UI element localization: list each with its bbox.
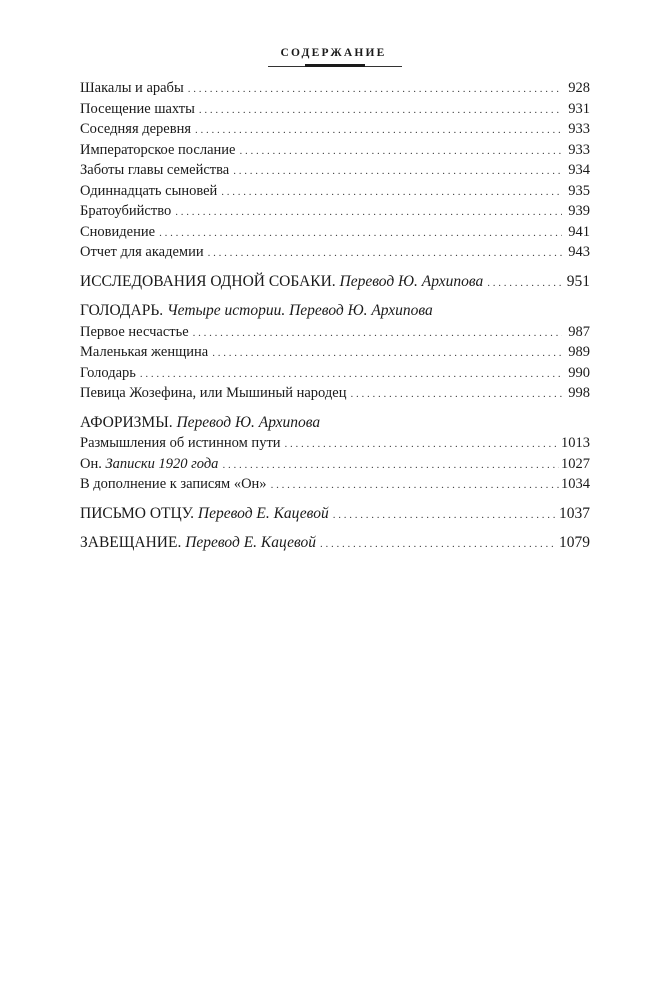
toc-entry[interactable]: [80, 474, 590, 495]
toc-entry[interactable]: [80, 242, 590, 263]
leader-dots: [195, 120, 562, 141]
leader-dots: [159, 223, 562, 244]
section-name: АФОРИЗМЫ.: [80, 413, 173, 431]
entry-page: 933: [568, 121, 590, 137]
toc-entry[interactable]: [80, 363, 590, 384]
entry-page: 998: [568, 385, 590, 401]
leader-dots: [193, 323, 563, 344]
toc-entry[interactable]: [80, 160, 590, 181]
leader-dots: [175, 202, 562, 223]
entry-title-italic: Записки 1920 года: [105, 455, 219, 472]
entry-title: Одиннадцать сыновей: [80, 182, 218, 199]
section-gap: [80, 404, 590, 413]
toc-entry[interactable]: [80, 119, 590, 140]
section-name: ПИСЬМО ОТЦУ.: [80, 504, 195, 522]
toc-entry[interactable]: [80, 322, 590, 343]
entry-page: 941: [568, 223, 590, 240]
entry-title: Первое несчастье: [80, 323, 189, 340]
toc-entry[interactable]: [80, 433, 590, 454]
leader-dots: [222, 455, 559, 476]
toc-entry[interactable]: [80, 140, 590, 161]
entry-title: Голодарь: [80, 364, 136, 381]
entry-title: Посещение шахты: [80, 100, 195, 117]
section-title: [80, 504, 329, 525]
section-gap: [80, 495, 590, 504]
leader-dots: [221, 182, 562, 203]
entry-page: 1034: [561, 476, 590, 492]
leader-dots: [233, 161, 562, 182]
entry-title: Маленькая женщина: [80, 344, 209, 360]
toc-entry[interactable]: [80, 99, 590, 120]
toc-entry[interactable]: [80, 342, 590, 363]
toc-entry[interactable]: [80, 201, 590, 222]
entry-title: Певица Жозефина, или Мышиный народец: [80, 385, 347, 401]
leader-dots: [239, 141, 562, 162]
section-translator: Перевод Е. Кацевой: [185, 534, 316, 551]
page-header: [0, 43, 667, 61]
entry-page: 943: [568, 244, 590, 260]
leader-dots: [199, 100, 562, 121]
leader-dots: [487, 273, 561, 294]
section-subtitle: Четыре истории. Перевод Ю. Архипова: [166, 302, 433, 319]
entry-title: В дополнение к записям «Он»: [80, 476, 267, 492]
entry-title: Императорское послание: [80, 141, 236, 158]
toc-section-zaveshanie[interactable]: [80, 533, 590, 554]
leader-dots: [208, 243, 563, 264]
entry-title: Шакалы и арабы: [80, 80, 184, 96]
entry-title: Братоубийство: [80, 203, 172, 219]
toc-entry[interactable]: [80, 181, 590, 202]
section-title: [80, 272, 483, 293]
entry-page: 989: [568, 344, 590, 360]
entry-page: 934: [568, 162, 590, 178]
section-page: 1037: [559, 504, 590, 522]
leader-dots: [320, 534, 557, 555]
entry-page: 931: [568, 100, 590, 117]
entry-page: 990: [568, 364, 590, 381]
entry-page: 1027: [561, 455, 590, 472]
toc-entry[interactable]: [80, 383, 590, 404]
section-page: 1079: [559, 534, 590, 551]
section-translator: Перевод Е. Кацевой: [197, 504, 329, 522]
page-title: СОДЕРЖАНИЕ: [280, 47, 387, 59]
entry-title: Отчет для академии: [80, 244, 204, 260]
leader-dots: [212, 343, 562, 364]
leader-dots: [350, 384, 562, 405]
leader-dots: [285, 434, 559, 455]
section-name: ЗАВЕЩАНИЕ.: [80, 534, 182, 551]
entry-page: 1013: [561, 435, 590, 451]
section-name: ИССЛЕДОВАНИЯ ОДНОЙ СОБАКИ.: [80, 272, 336, 290]
entry-title-main: Он.: [80, 455, 102, 472]
entry-title: [80, 454, 218, 475]
entry-title: Заботы главы семейства: [80, 162, 230, 178]
table-of-contents: [80, 78, 590, 554]
toc-entry[interactable]: [80, 78, 590, 99]
toc-entry[interactable]: [80, 222, 590, 243]
entry-page: 939: [568, 203, 590, 219]
leader-dots: [140, 364, 562, 385]
entry-title: Сновидение: [80, 223, 156, 240]
entry-page: 928: [568, 80, 590, 96]
toc-section-pismo[interactable]: [80, 504, 590, 525]
section-translator: Перевод Ю. Архипова: [339, 272, 484, 290]
entry-page: 987: [568, 323, 590, 340]
section-page: 951: [566, 272, 590, 290]
entry-page: 933: [568, 141, 590, 158]
leader-dots: [188, 79, 563, 100]
leader-dots: [333, 505, 557, 526]
toc-section-aforizmy[interactable]: [80, 413, 590, 434]
section-title: [80, 533, 316, 554]
toc-section-sobaki[interactable]: [80, 272, 590, 293]
section-translator: Перевод Ю. Архипова: [176, 413, 321, 431]
header-rule-accent: [305, 64, 365, 67]
entry-page: 935: [568, 182, 590, 199]
section-gap: [80, 292, 590, 301]
section-gap: [80, 263, 590, 272]
toc-entry[interactable]: [80, 454, 590, 475]
section-name: ГОЛОДАРЬ.: [80, 302, 164, 319]
leader-dots: [271, 475, 559, 496]
entry-title: Соседняя деревня: [80, 121, 192, 137]
entry-title: Размышления об истинном пути: [80, 435, 281, 451]
section-gap: [80, 524, 590, 533]
toc-section-golodar[interactable]: [80, 301, 590, 322]
